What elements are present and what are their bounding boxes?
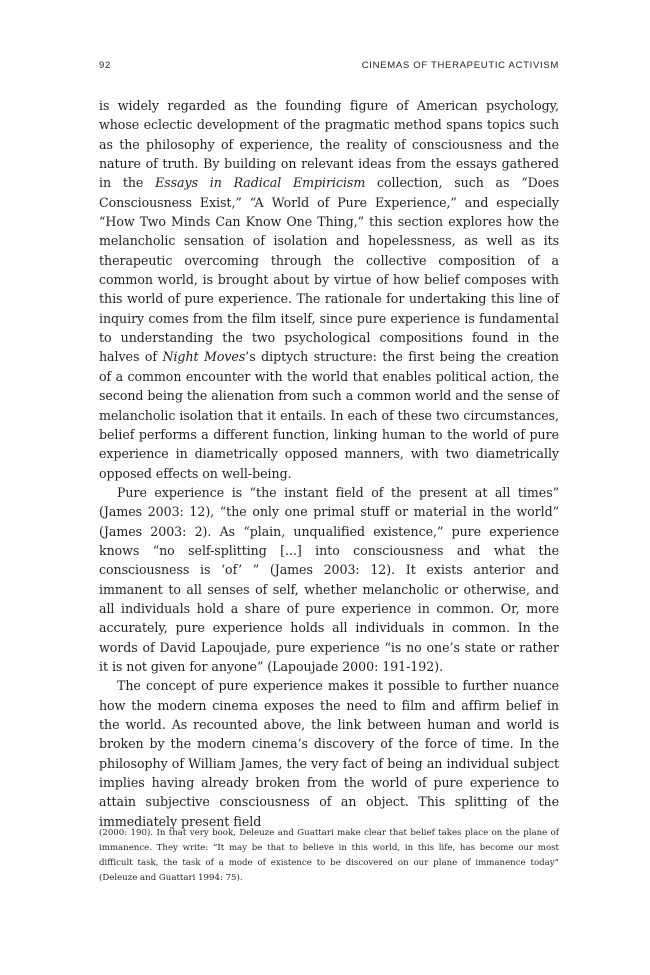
film-title-night-moves: Night Moves	[162, 349, 246, 365]
main-text	[99, 96, 559, 831]
book-title-essays-in-radical-empiricism: Essays in Radical Empiricism	[155, 175, 366, 191]
running-header	[99, 60, 559, 76]
paragraph-3: The concept of pure experience makes it possible to further nuance how the modern cinema exposes the need to film and affirm belief in the world. As recounted above, the link between human and world is broken by the modern cinema’s discovery of the force of time. In the philosophy of William James, the very fact of being an individual subject implies having already broken from the world of pure experience to attain subjective consciousness of an object. This splitting of the immediately present field	[99, 678, 559, 829]
paragraph-1-text-b: collection, such as “Does Consciousness Exist,” “A World of Pure Experience,” and especially “How Two Minds Can Know One Thing,” this section explores how the melancholic sensation of isolation and hopelessness, as well as its therapeutic overcoming through the collective composition of a common world, is brought about by virtue of how belief composes with this world of pure experience. The rationale for undertaking this line of inquiry comes from the film itself, since pure experience is fundamental to understanding the two psychological compositions found in the halves of	[99, 175, 559, 365]
footnote	[99, 826, 559, 886]
running-head-title: CINEMAS OF THERAPEUTIC ACTIVISM	[361, 60, 559, 71]
page-number: 92	[99, 60, 111, 71]
footnote-text: (2000: 190). In that very book, Deleuze and Guattari make clear that belief takes place on the plane of immanence. They write: “It may be that to believe in this world, in this life, has become our most difficult task, the task of a mode of existence to be discovered on our plane of immanence today” (Deleuze and Guattari 1994: 75).	[99, 828, 559, 883]
paragraph-1	[99, 96, 559, 483]
paragraph-1-text-a: is widely regarded as the founding figure of American psychology, whose eclectic development of the pragmatic method spans topics such as the philosophy of experience, the reality of consciousness and the nature of truth. By building on relevant ideas from the essays gathered in the	[99, 98, 559, 191]
paragraph-2: Pure experience is “the instant field of the present at all times” (James 2003: 12), “the only one primal stuff or material in the world” (James 2003: 2). As “plain, unqualified existence,” pure experience knows “no self-splitting [...] into consciousness and what the consciousness is ‘of’ ” (James 2003: 12). It exists anterior and immanent to all senses of self, whether melancholic or otherwise, and all individuals hold a share of pure experience in common. Or, more accurately, pure experience holds all individuals in common. In the words of David Lapoujade, pure experience “is no one’s state or rather it is not given for anyone” (Lapoujade 2000: 191-192).	[99, 484, 559, 674]
paragraph-1-text-c: ’s diptych structure: the first being the creation of a common encounter with the world that enables political action, the second being the alienation from such a common world and the sense of melancholic isolation that it entails. In each of these two circumstances, belief performs a different function, linking human to the world of pure experience in diametrically opposed manners, with two diametrically opposed effects on well-being.	[99, 349, 559, 481]
